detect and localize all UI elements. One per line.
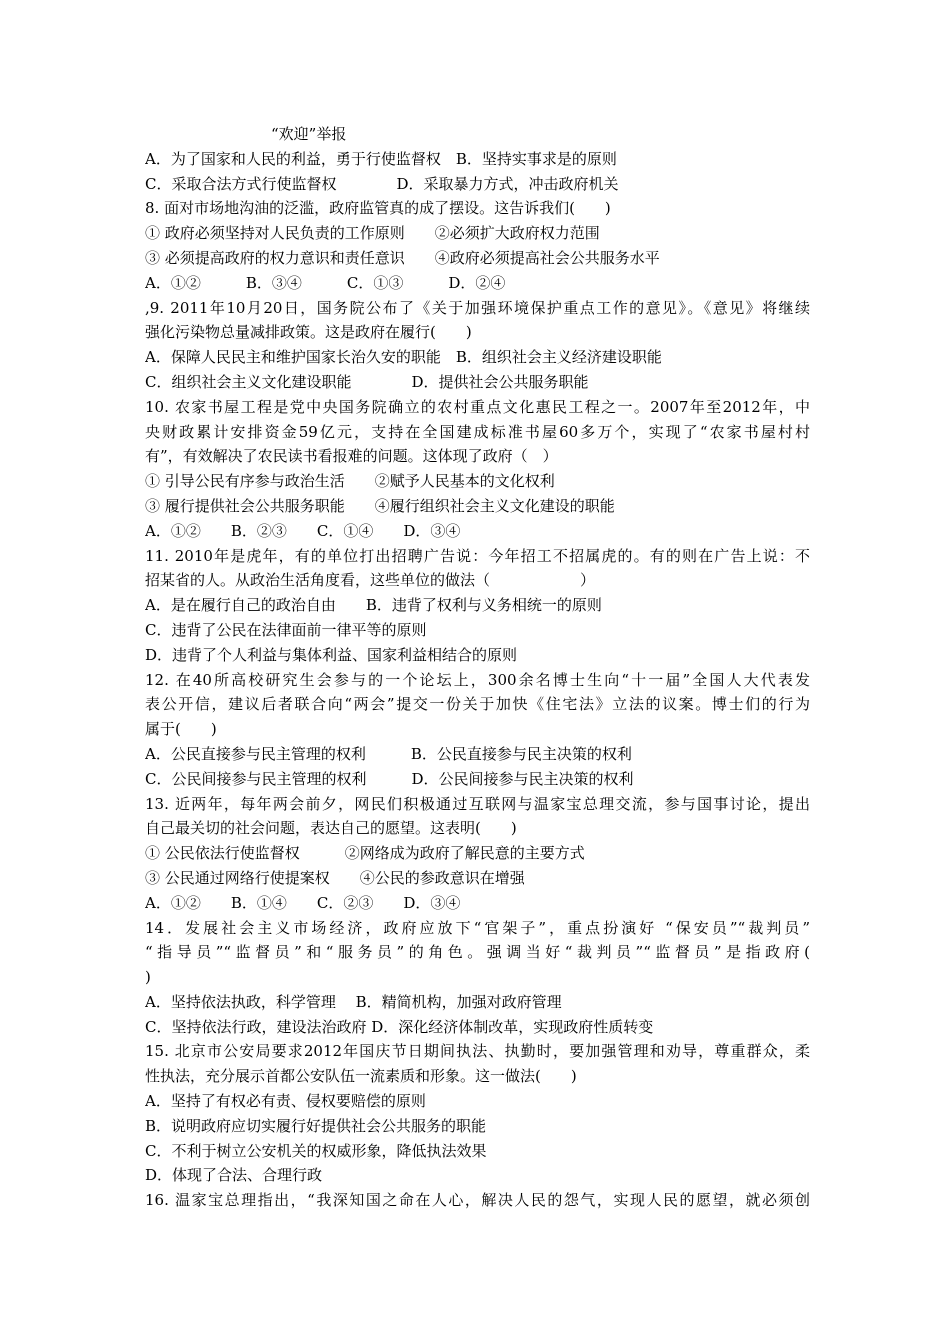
option-line: A．坚持了有权必有责、侵权要赔偿的原则: [145, 1092, 426, 1111]
text-line: “欢迎”举报: [271, 125, 347, 143]
text-line: 属于( ): [145, 720, 217, 739]
text-line: 强化污染物总量减排政策。这是政府在履行( ): [145, 323, 472, 342]
option-line: A．是在履行自己的政治自由 B．违背了权利与义务相统一的原则: [145, 596, 602, 615]
text-line: 自己最关切的社会问题，表达自己的愿望。这表明( ): [145, 819, 517, 838]
statement-line: ③ 履行提供社会公共服务职能 ④履行组织社会主义文化建设的职能: [145, 496, 615, 515]
question-16: 16. 温家宝总理指出，“我深知国之命在人心，解决人民的怨气，实现人民的愿望，就必须创: [145, 1191, 810, 1210]
option-line: B．说明政府应切实履行好提供社会公共服务的职能: [145, 1116, 487, 1135]
option-line: C．违背了公民在法律面前一律平等的原则: [145, 620, 427, 639]
option-line: A．为了国家和人民的利益，勇于行使监督权 B．坚持实事求是的原则: [145, 149, 617, 168]
question-11: 11. 2010年是虎年，有的单位打出招聘广告说：今年招工不招属虎的。有的则在广告上说：不: [145, 546, 810, 565]
option-line: C．公民间接参与民主管理的权利 D．公民间接参与民主决策的权利: [145, 769, 634, 788]
question-10: 10. 农家书屋工程是党中央国务院确立的农村重点文化惠民工程之一。2007年至2012年，中: [145, 397, 810, 416]
option-line: C．坚持依法行政，建设法治政府 D．深化经济体制改革，实现政府性质转变: [145, 1017, 654, 1036]
option-line: D．违背了个人利益与集体利益、国家利益相结合的原则: [145, 645, 518, 664]
text-line: 有”，有效解决了农民读书看报难的问题。这体现了政府（ ）: [145, 447, 558, 466]
question-15: 15. 北京市公安局要求2012年国庆节日期间执法、执勤时，要加强管理和劝导，尊重群众，柔: [145, 1042, 810, 1061]
question-14: 14．发展社会主义市场经济，政府应放下“官架子”，重点扮演好 “保安员”“裁判员”: [145, 918, 810, 937]
option-line: D．体现了合法、合理行政: [145, 1166, 323, 1185]
option-line: C．采取合法方式行使监督权 D．采取暴力方式，冲击政府机关: [145, 174, 619, 193]
statement-line: ① 政府必须坚持对人民负责的工作原则 ②必须扩大政府权力范围: [145, 224, 600, 243]
text-line: 性执法，充分展示首都公安队伍一流素质和形象。这一做法( ): [145, 1067, 577, 1086]
text-line: “指导员”“监督员”和“服务员”的角色。强调当好“裁判员”“监督员”是指政府(: [145, 943, 810, 962]
option-line: C．不利于树立公安机关的权威形象，降低执法效果: [145, 1141, 487, 1160]
statement-line: ① 公民依法行使监督权 ②网络成为政府了解民意的主要方式: [145, 844, 585, 863]
statement-line: ① 引导公民有序参与政治生活 ②赋予人民基本的文化权利: [145, 472, 555, 491]
option-line: A．坚持依法执政，科学管理 B．精简机构，加强对政府管理: [145, 992, 562, 1011]
question-9: ,9. 2011年10月20日，国务院公布了《关于加强环境保护重点工作的意见》。《意见》将继续: [145, 298, 810, 317]
question-13: 13. 近两年，每年两会前夕，网民们积极通过互联网与温家宝总理交流，参与国事讨论，提出: [145, 794, 810, 813]
question-8: 8. 面对市场地沟油的泛滥，政府监管真的成了摆设。这告诉我们( ): [145, 199, 611, 218]
text-line: 表公开信，建议后者联合向“两会”提交一份关于加快《住宅法》立法的议案。博士们的行为: [145, 695, 810, 714]
option-line: A．①② B．①④ C．②③ D．③④: [145, 893, 461, 912]
statement-line: ③ 必须提高政府的权力意识和责任意识 ④政府必须提高社会公共服务水平: [145, 248, 660, 267]
document-page: [145, 122, 810, 1213]
option-line: A．①② B．③④ C．①③ D．②④: [145, 273, 506, 292]
option-line: A．①② B．②③ C．①④ D．③④: [145, 521, 461, 540]
text-line: 央财政累计安排资金59亿元，支持在全国建成标准书屋60多万个，实现了“农家书屋村村: [145, 422, 810, 441]
question-12: 12. 在40所高校研究生会参与的一个论坛上，300余名博士生向“十一届”全国人大代表发: [145, 670, 810, 689]
statement-line: ③ 公民通过网络行使提案权 ④公民的参政意识在增强: [145, 868, 525, 887]
text-line: ): [145, 968, 151, 987]
option-line: A．保障人民民主和维护国家长治久安的职能 B．组织社会主义经济建设职能: [145, 348, 662, 367]
option-line: C．组织社会主义文化建设职能 D．提供社会公共服务职能: [145, 372, 589, 391]
text-line: 招某省的人。从政治生活角度看，这些单位的做法（ ）: [145, 571, 596, 590]
option-line: A．公民直接参与民主管理的权利 B．公民直接参与民主决策的权利: [145, 744, 632, 763]
